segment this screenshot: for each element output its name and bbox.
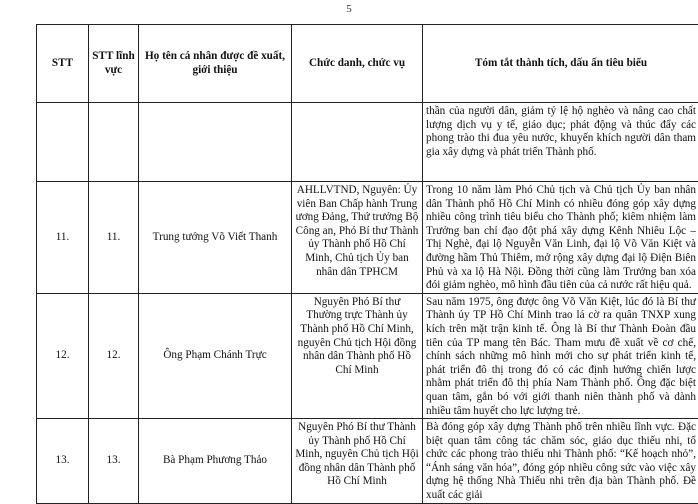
header-summary: Tóm tắt thành tích, dấu ấn tiêu biểu: [423, 25, 698, 103]
table-header-row: [37, 25, 698, 103]
cell-summary: Trong 10 năm làm Phó Chủ tịch và Chủ tịch Ủy ban nhân dân Thành phố Hồ Chí Minh có nhiều đóng góp xây dựng nhiều công trình tiêu biểu cho Thành phố; kiêm nhiệm làm Trưởng ban chỉ đạo đột phá xây dựng Kênh Nhiêu Lộc – Thị Nghè, đại lộ Nguyễn Văn Linh, đại lộ Võ Văn Kiệt và đường hầm Thủ Thiêm, mở rộng xây dựng đại lộ Điện Biên Phủ và xa lộ Hà Nội. Đồng thời cũng làm Trưởng ban xóa đói giảm nghèo, mô hình đầu tiên của cả nước rất hiệu quả.: [423, 182, 698, 294]
cell-stt: 12.: [37, 293, 89, 418]
cell-stt: 11.: [37, 182, 89, 294]
nominee-table: [36, 24, 698, 504]
cell-stt-field: 11.: [89, 182, 139, 294]
cell-position: AHLLVTND, Nguyên: Ủy viên Ban Chấp hành Trung ương Đảng, Thứ trưởng Bộ Công an, Phó Bí thư Thành ủy Thành phố Hồ Chí Minh, Chủ tịch Ủy ban nhân dân TPHCM: [292, 182, 423, 294]
header-stt: STT: [37, 25, 89, 103]
cell-stt-field: 12.: [89, 293, 139, 418]
cell-summary: Sau năm 1975, ông được ông Võ Văn Kiệt, lúc đó là Bí thư Thành ủy TP Hồ Chí Minh trao lá cờ ra quân TNXP xung kích trên mặt trận kinh tế. Ông là Bí thư Thành Đoàn đầu tiên của TP mang tên Bác. Tham mưu đề xuất về cơ chế, chính sách những mô hình mới cho sự phát triển kinh tế, phát triển đô thị trong đó có các định hướng chiến lược nhằm phát triển đô thị phía Nam Thành phố. Ông đặc biệt quan tâm, gắn bó với giới thanh niên thành phố và dành nhiều tâm huyết cho lực lượng trẻ.: [423, 293, 698, 418]
table-row: [37, 293, 698, 418]
cell-stt: [37, 103, 89, 182]
cell-name: Ông Phạm Chánh Trực: [139, 293, 292, 418]
table-row-continuation: [37, 103, 698, 182]
cell-summary: Bà đóng góp xây dựng Thành phố trên nhiều lĩnh vực. Đặc biệt quan tâm công tác chăm sóc, giáo dục thiếu nhi, tổ chức các phong trào thiếu nhi Thành phố: “Kế hoạch nhỏ”, “Ánh sáng văn hóa”, đóng góp nhiều công sức vào việc xây dựng hệ thống Nhà Thiếu nhi trên địa bàn Thành phố. Đề xuất các giải: [423, 419, 698, 504]
cell-stt-field: 13.: [89, 419, 139, 504]
cell-name: Trung tướng Võ Viết Thanh: [139, 182, 292, 294]
cell-stt-field: [89, 103, 139, 182]
cell-position: [292, 103, 423, 182]
table-row: [37, 419, 698, 504]
header-name: Họ tên cá nhân được đề xuất, giới thiệu: [139, 25, 292, 103]
header-stt-field: STT lĩnh vực: [89, 25, 139, 103]
cell-stt: 13.: [37, 419, 89, 504]
cell-position: Nguyên Phó Bí thư Thành ủy Thành phố Hồ Chí Minh, nguyên Chủ tịch Hội đồng nhân dân Thành phố Hồ Chí Minh: [292, 419, 423, 504]
cell-summary: thần của người dân, giảm tỷ lệ hộ nghèo và nâng cao chất lượng dịch vụ y tế, giáo dục; phát động và thúc đẩy các phong trào thi đua yêu nước, khuyến khích người dân tham gia xây dựng và phát triển Thành phố.: [423, 103, 698, 182]
table-row: [37, 182, 698, 294]
cell-position: Nguyên Phó Bí thư Thường trực Thành ủy Thành phố Hồ Chí Minh, nguyên Chủ tịch Hội đồng nhân dân Thành phố Hồ Chí Minh: [292, 293, 423, 418]
header-position: Chức danh, chức vụ: [292, 25, 423, 103]
page-number: 5: [0, 3, 698, 15]
cell-name: [139, 103, 292, 182]
cell-name: Bà Phạm Phương Thảo: [139, 419, 292, 504]
